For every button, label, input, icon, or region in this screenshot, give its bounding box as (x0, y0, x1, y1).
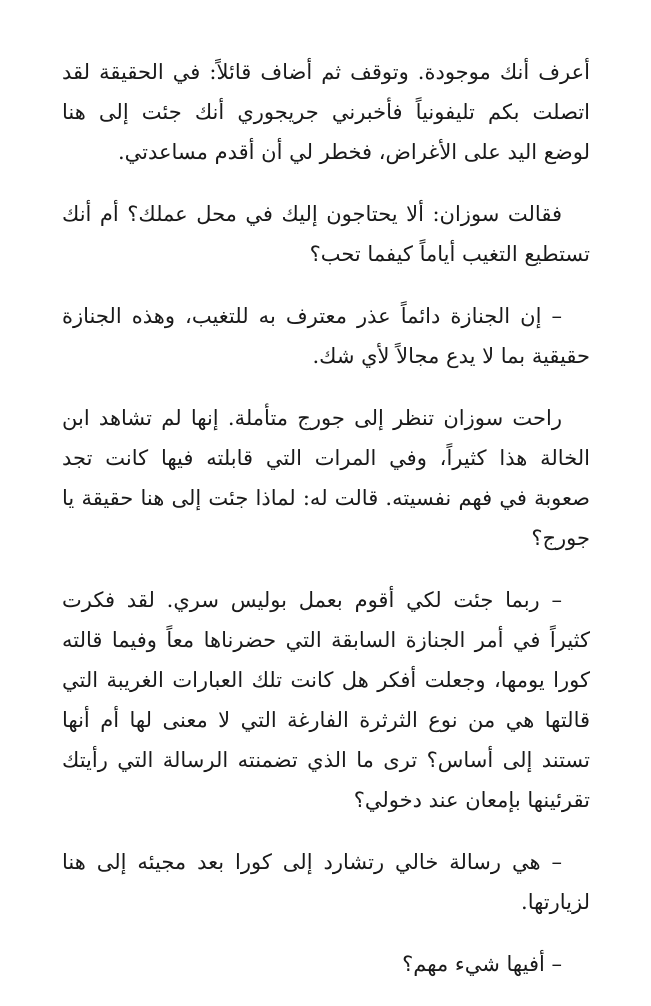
paragraph-funeral-excuse: – إن الجنازة دائماً عذر معترف به للتغيب، وهذه الجنازة حقيقية بما لا يدع مجالاً لأي شك. (62, 304, 590, 368)
paragraph-detective-reply: – ربما جئت لكي أقوم بعمل بوليس سري. لقد فكرت كثيراً في أمر الجنازة السابقة التي حضرناها معاً وفيما قالته كورا يومها، وجعلت أفكر هل كانت تلك العبارات الغريبة التي قالتها هي من نوع الثرثرة الفارغة التي لا معنى لها أم أنها تستند إلى أساس؟ ترى ما الذي تضمنته الرسالة التي رأيتك تقرئينها بإمعان عند دخولي؟ (62, 588, 590, 812)
book-page (62, 52, 590, 1006)
paragraph-letter-reply: – هي رسالة خالي رتشارد إلى كورا بعد مجيئه إلى هنا لزيارتها. (62, 850, 590, 914)
paragraph-anything-important: – أفيها شيء مهم؟ (402, 952, 562, 976)
paragraph-susan-question: فقالت سوزان: ألا يحتاجون إليك في محل عملك؟ أم أنك تستطيع التغيب أياماً كيفما تحب؟ (62, 202, 590, 266)
paragraph-susan-observes: راحت سوزان تنظر إلى جورج متأملة. إنها لم تشاهد ابن الخالة هذا كثيراً، وفي المرات التي قابلته فيها كانت تجد صعوبة في فهم نفسيته. قالت له: لماذا جئت إلى هنا حقيقة يا جورج؟ (62, 406, 590, 550)
paragraph-george-arrival: أعرف أنك موجودة. وتوقف ثم أضاف قائلاً: في الحقيقة لقد اتصلت بكم تليفونياً فأخبرني جريجوري أنك جئت إلى هنا لوضع اليد على الأغراض، فخطر لي أن أقدم مساعدتي. (62, 60, 590, 164)
